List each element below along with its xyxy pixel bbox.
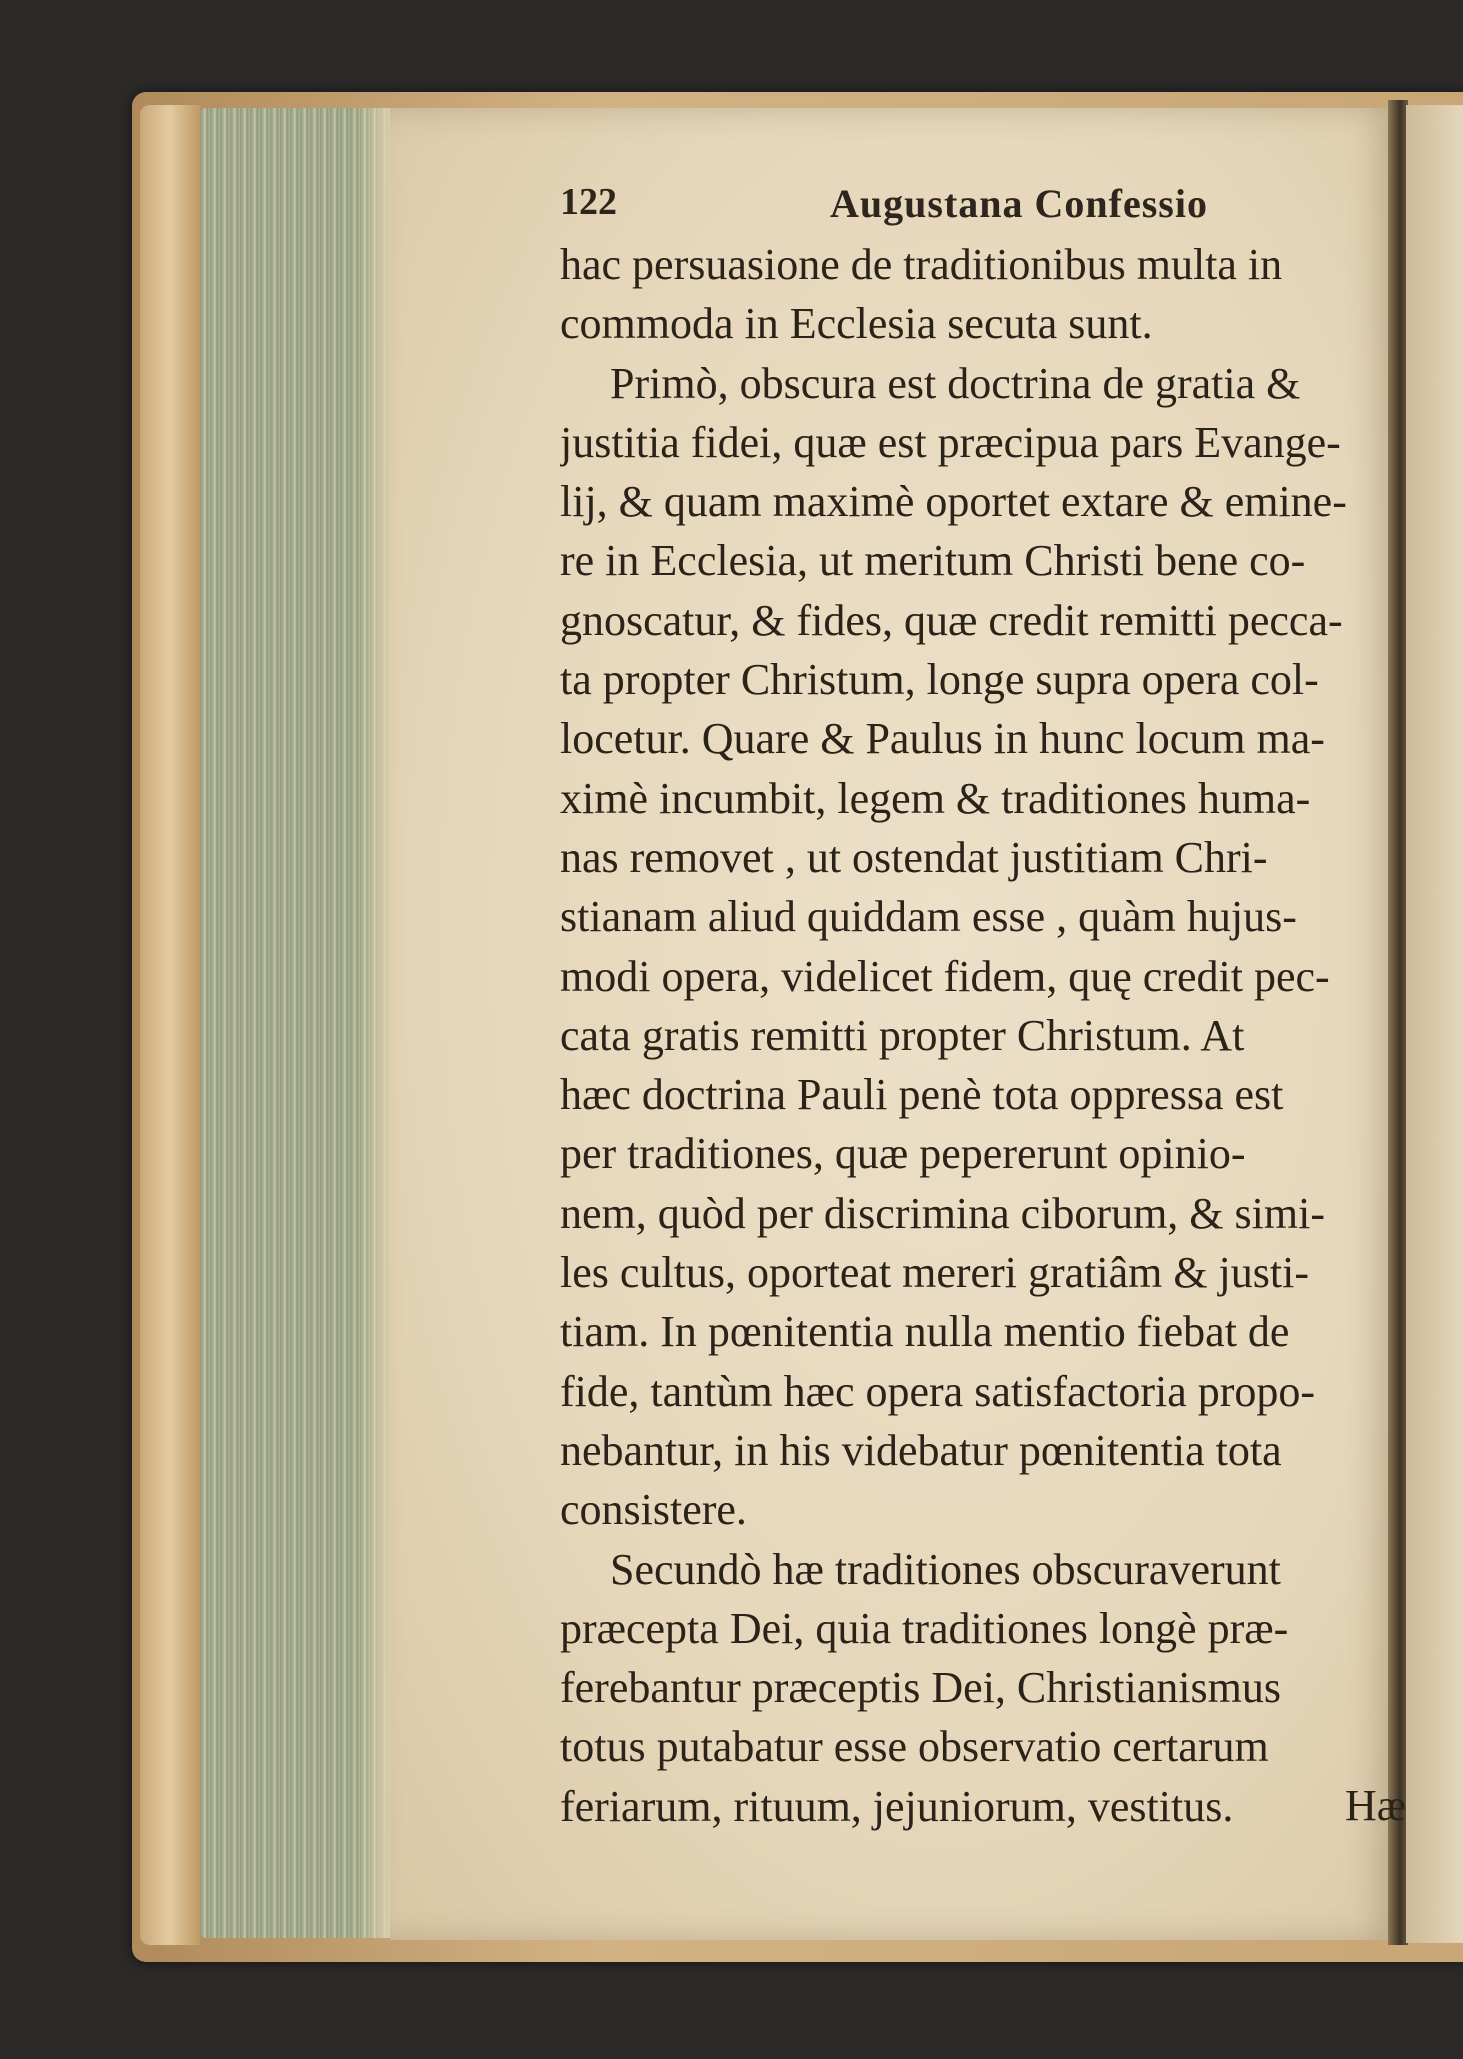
text-line: re in Ecclesia, ut meritum Christi bene co-	[560, 536, 1306, 586]
text-line: ferebantur præceptis Dei, Christianismus	[560, 1663, 1281, 1713]
cover-edge	[140, 105, 200, 1945]
text-line: feriarum, rituum, jejuniorum, vestitus.	[560, 1781, 1234, 1831]
text-line: Primò, obscura est doctrina de gratia &	[610, 358, 1301, 408]
text-line: fide, tantùm hæc opera satisfactoria propo-	[560, 1366, 1316, 1416]
text-line: nebantur, in his videbatur pœnitentia tota	[560, 1425, 1282, 1475]
text-line: lij, & quam maximè oportet extare & emine-	[560, 477, 1347, 527]
text-line: ximè incumbit, legem & traditiones huma-	[560, 773, 1311, 823]
page-number: 122	[560, 181, 617, 223]
text-line: nem, quòd per discrimina ciborum, & simi-	[560, 1188, 1325, 1238]
text-line: nas removet , ut ostendat justitiam Chri-	[560, 832, 1268, 882]
text-line: les cultus, oporteat mereri gratiâm & justi-	[560, 1248, 1310, 1298]
page-edges	[200, 108, 395, 1938]
text-line: stianam aliud quiddam esse , quàm hujus-	[560, 892, 1297, 942]
text-line: justitia fidei, quæ est præcipua pars Evange-	[560, 417, 1341, 467]
facing-page-sliver	[1406, 105, 1463, 1943]
running-head	[560, 180, 1340, 230]
text-line: ta propter Christum, longe supra opera col-	[560, 655, 1319, 705]
text-line: per traditiones, quæ pepererunt opinio-	[560, 1129, 1246, 1179]
text-line: præcepta Dei, quia traditiones longè præ-	[560, 1603, 1289, 1653]
text-line: commoda in Ecclesia secuta sunt.	[560, 299, 1153, 349]
text-line: hac persuasione de traditionibus multa in	[560, 240, 1283, 289]
catchword: Hæ	[1345, 1781, 1407, 1830]
body-text	[560, 235, 1402, 1836]
text-line: Secundò hæ traditiones obscuraverunt	[610, 1544, 1281, 1594]
text-line: consistere.	[560, 1485, 747, 1535]
text-line: locetur. Quare & Paulus in hunc locum ma-	[560, 714, 1325, 764]
text-line: modi opera, videlicet fidem, quę credit pec-	[560, 951, 1330, 1001]
text-line: cata gratis remitti propter Christum. At	[560, 1010, 1245, 1060]
text-line: tiam. In pœnitentia nulla mentio fiebat de	[560, 1307, 1290, 1357]
text-line: hæc doctrina Pauli penè tota oppressa est	[560, 1070, 1284, 1120]
text-line: gnoscatur, & fides, quæ credit remitti pecca-	[560, 595, 1343, 645]
text-line: totus putabatur esse observatio certarum	[560, 1722, 1269, 1772]
running-title: Augustana Confessio	[830, 181, 1208, 226]
